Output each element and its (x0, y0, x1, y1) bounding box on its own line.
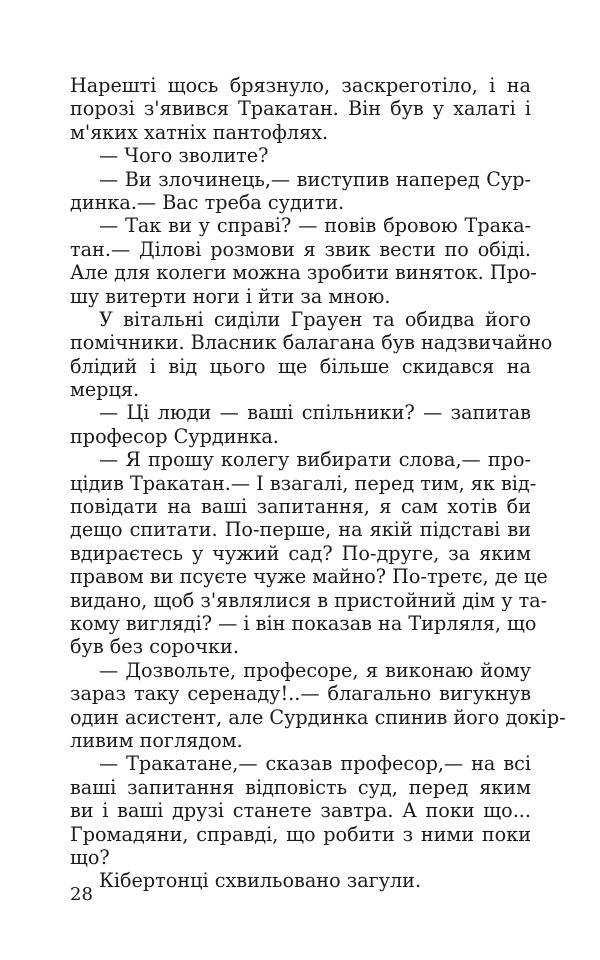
text-line: ви і ваші друзі станете завтра. А поки що... (70, 799, 531, 823)
text-line: Але для колеги можна зробити виняток. Про- (70, 261, 537, 285)
text-line: — Тракатане,— сказав професор,— на всі (99, 752, 531, 776)
text-line: зараз таку серенаду!..— благально вигукнув (70, 682, 531, 706)
text-line: — Дозвольте, професоре, я виконаю йому (99, 658, 531, 682)
text-line: був без сорочки. (70, 635, 239, 659)
text-line: Кібертонці схвильовано загули. (99, 869, 422, 893)
text-line: — Ви злочинець,— виступив наперед Сур- (99, 167, 531, 191)
text-line: Нарешті щось брязнуло, заскреготіло, і на (70, 74, 531, 97)
text-line: повідати на ваші запитання, я сам хотів би (70, 495, 531, 519)
text-line: що? (70, 845, 110, 869)
text-line: мерця. (70, 378, 140, 402)
text-line: шу витерти ноги і йти за мною. (70, 284, 391, 308)
text-line: ливим поглядом. (70, 728, 243, 752)
text-line: вдираєтесь у чужий сад? По-друге, за яким (70, 541, 531, 565)
text-line: ваші запитання відповість суд, перед яким (70, 775, 531, 799)
text-line: — Ці люди — ваші спільники? — запитав (99, 401, 531, 425)
text-line: один асистент, але Сурдинка спинив його докір- (70, 705, 566, 729)
text-line: видано, щоб з'являлися в пристойний дім у та- (70, 588, 548, 612)
text-line: — Так ви у справі? — повів бровою Трака- (99, 214, 531, 238)
text-line: помічники. Власник балагана був надзвичайно (70, 331, 553, 355)
text-line: професор Сурдинка. (70, 424, 279, 448)
text-line: м'яких хатніх пантофлях. (70, 120, 329, 144)
text-line: порозі з'явився Тракатан. Він був у халаті і (70, 97, 531, 121)
page-text (70, 74, 566, 893)
text-line: правом ви псуєте чуже майно? По-третє, де це (70, 565, 548, 589)
text-line: — Чого зволите? (99, 144, 269, 168)
text-line: блідий і від цього ще більше скидався на (70, 354, 531, 378)
text-line: тан.— Ділові розмови я звик вести по обіді. (70, 237, 531, 261)
text-line: дещо спитати. По-перше, на якій підставі ви (70, 518, 531, 542)
text-line: Громадяни, справді, що робити з ними поки (70, 822, 531, 846)
text-line: У вітальні сиділи Грауен та обидва його (99, 307, 531, 331)
page-number: 28 (70, 884, 93, 905)
text-line: — Я прошу колегу вибирати слова,— про- (99, 448, 531, 472)
text-line: цідив Тракатан.— І взагалі, перед тим, як від- (70, 471, 537, 495)
text-line: кому вигляді? — і він показав на Тирляля, що (70, 611, 537, 635)
text-line: динка.— Вас треба судити. (70, 190, 345, 214)
